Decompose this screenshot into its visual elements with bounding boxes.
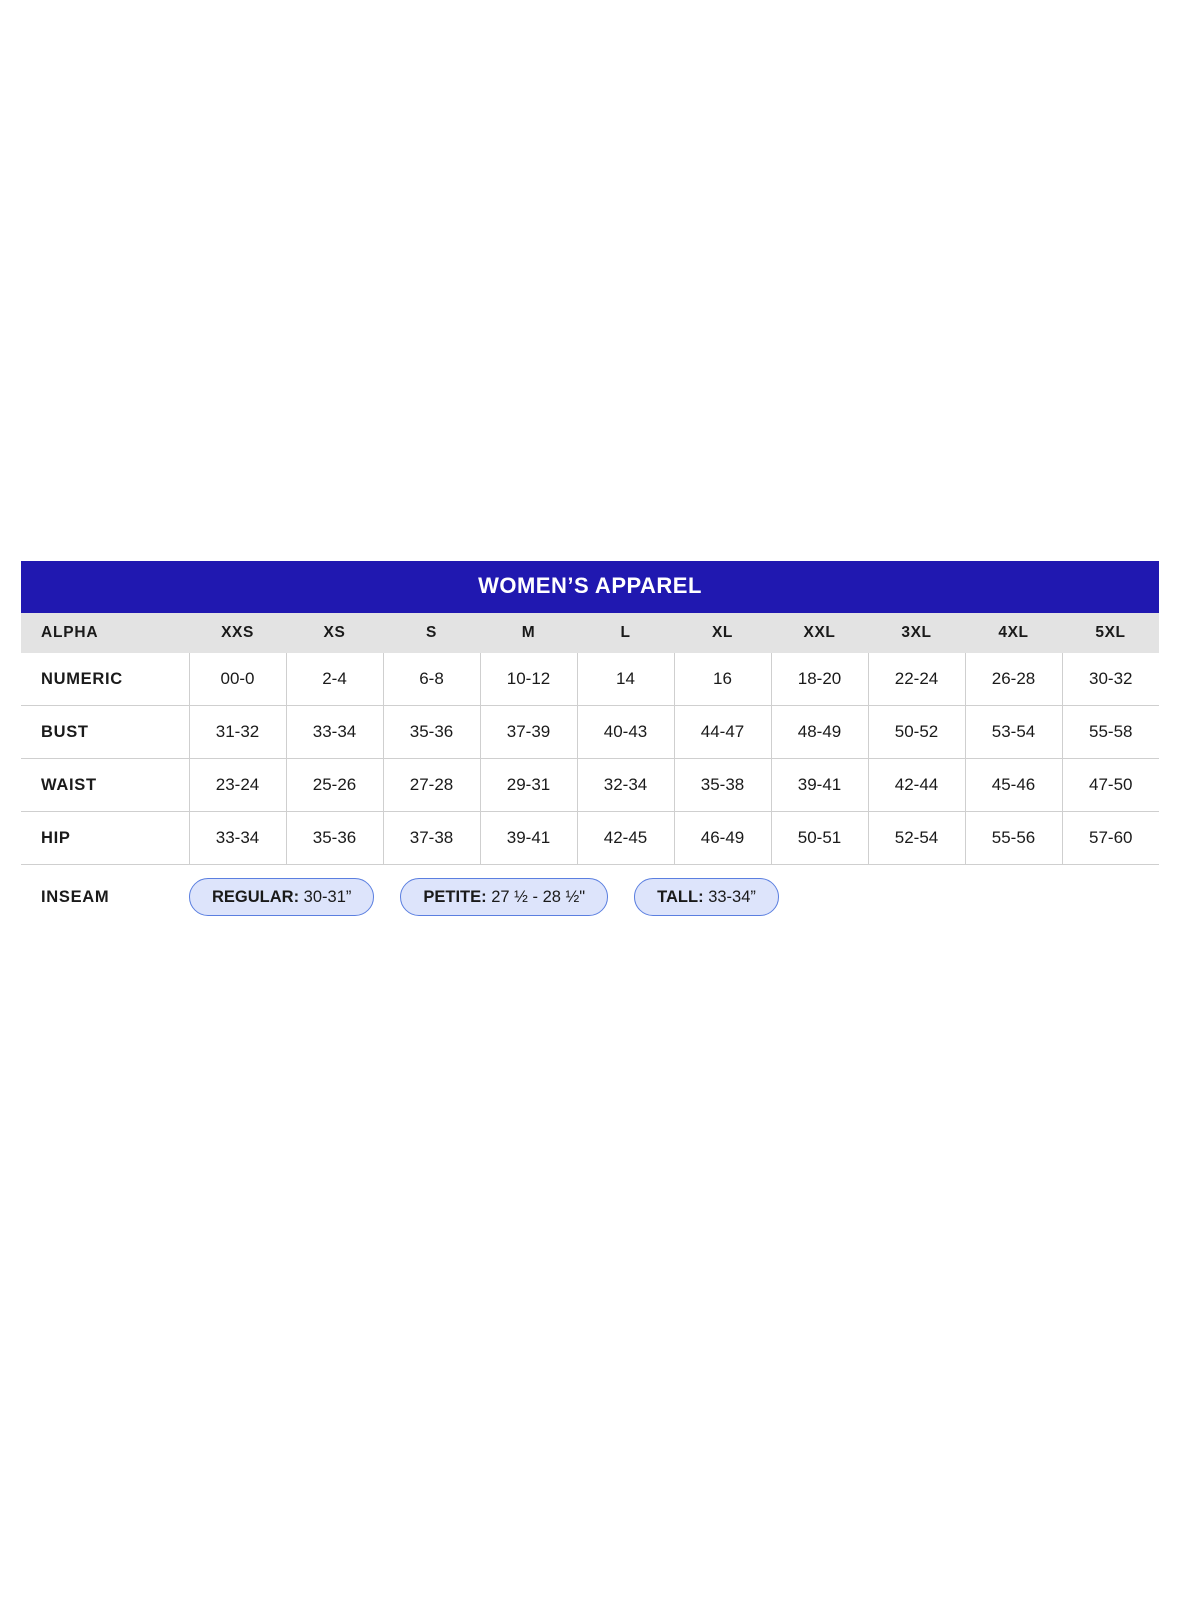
chart-title: WOMEN’S APPAREL bbox=[21, 561, 1159, 613]
cell-hip-m: 39-41 bbox=[480, 812, 577, 865]
cell-waist-5xl: 47-50 bbox=[1062, 759, 1159, 812]
header-size-l: L bbox=[577, 613, 674, 653]
cell-bust-m: 37-39 bbox=[480, 706, 577, 759]
inseam-option-regular-value: 30-31” bbox=[303, 887, 352, 906]
cell-hip-xxl: 50-51 bbox=[771, 812, 868, 865]
inseam-option-tall[interactable] bbox=[634, 878, 779, 916]
header-size-xl: XL bbox=[674, 613, 771, 653]
row-label-inseam: INSEAM bbox=[41, 887, 110, 906]
cell-bust-s: 35-36 bbox=[383, 706, 480, 759]
cell-waist-xs: 25-26 bbox=[286, 759, 383, 812]
inseam-option-petite[interactable] bbox=[400, 878, 608, 916]
cell-waist-s: 27-28 bbox=[383, 759, 480, 812]
inseam-row bbox=[21, 865, 1159, 929]
inseam-option-tall-value: 33-34” bbox=[708, 887, 756, 906]
cell-waist-xxl: 39-41 bbox=[771, 759, 868, 812]
table-row bbox=[21, 706, 1159, 759]
cell-numeric-3xl: 22-24 bbox=[868, 653, 965, 706]
inseam-option-regular-name: REGULAR: bbox=[212, 887, 300, 906]
cell-numeric-5xl: 30-32 bbox=[1062, 653, 1159, 706]
cell-bust-xxl: 48-49 bbox=[771, 706, 868, 759]
row-label-numeric: NUMERIC bbox=[21, 653, 189, 706]
cell-numeric-xs: 2-4 bbox=[286, 653, 383, 706]
row-label-waist: WAIST bbox=[21, 759, 189, 812]
header-size-xxl: XXL bbox=[771, 613, 868, 653]
cell-numeric-xxs: 00-0 bbox=[189, 653, 286, 706]
table-row bbox=[21, 812, 1159, 865]
size-chart bbox=[21, 561, 1159, 929]
header-size-m: M bbox=[480, 613, 577, 653]
cell-bust-5xl: 55-58 bbox=[1062, 706, 1159, 759]
cell-bust-xs: 33-34 bbox=[286, 706, 383, 759]
cell-waist-xxs: 23-24 bbox=[189, 759, 286, 812]
cell-hip-xs: 35-36 bbox=[286, 812, 383, 865]
header-size-3xl: 3XL bbox=[868, 613, 965, 653]
header-size-5xl: 5XL bbox=[1062, 613, 1159, 653]
cell-hip-5xl: 57-60 bbox=[1062, 812, 1159, 865]
cell-numeric-xl: 16 bbox=[674, 653, 771, 706]
cell-numeric-4xl: 26-28 bbox=[965, 653, 1062, 706]
cell-waist-4xl: 45-46 bbox=[965, 759, 1062, 812]
cell-hip-xxs: 33-34 bbox=[189, 812, 286, 865]
header-size-s: S bbox=[383, 613, 480, 653]
header-alpha-label: ALPHA bbox=[21, 613, 189, 653]
row-label-bust: BUST bbox=[21, 706, 189, 759]
inseam-option-petite-value: 27 ½ - 28 ½" bbox=[491, 887, 586, 906]
inseam-option-tall-name: TALL: bbox=[657, 887, 704, 906]
cell-numeric-m: 10-12 bbox=[480, 653, 577, 706]
size-table bbox=[21, 613, 1159, 865]
inseam-option-petite-name: PETITE: bbox=[423, 887, 487, 906]
inseam-option-regular[interactable] bbox=[189, 878, 374, 916]
cell-numeric-l: 14 bbox=[577, 653, 674, 706]
cell-numeric-xxl: 18-20 bbox=[771, 653, 868, 706]
cell-waist-l: 32-34 bbox=[577, 759, 674, 812]
header-size-xs: XS bbox=[286, 613, 383, 653]
cell-hip-3xl: 52-54 bbox=[868, 812, 965, 865]
cell-bust-4xl: 53-54 bbox=[965, 706, 1062, 759]
cell-bust-3xl: 50-52 bbox=[868, 706, 965, 759]
cell-waist-3xl: 42-44 bbox=[868, 759, 965, 812]
cell-bust-xxs: 31-32 bbox=[189, 706, 286, 759]
table-row bbox=[21, 759, 1159, 812]
cell-hip-4xl: 55-56 bbox=[965, 812, 1062, 865]
table-row bbox=[21, 653, 1159, 706]
cell-bust-l: 40-43 bbox=[577, 706, 674, 759]
table-header-row bbox=[21, 613, 1159, 653]
cell-hip-xl: 46-49 bbox=[674, 812, 771, 865]
cell-hip-s: 37-38 bbox=[383, 812, 480, 865]
cell-hip-l: 42-45 bbox=[577, 812, 674, 865]
cell-waist-m: 29-31 bbox=[480, 759, 577, 812]
header-size-4xl: 4XL bbox=[965, 613, 1062, 653]
row-label-hip: HIP bbox=[21, 812, 189, 865]
cell-numeric-s: 6-8 bbox=[383, 653, 480, 706]
cell-waist-xl: 35-38 bbox=[674, 759, 771, 812]
cell-bust-xl: 44-47 bbox=[674, 706, 771, 759]
header-size-xxs: XXS bbox=[189, 613, 286, 653]
